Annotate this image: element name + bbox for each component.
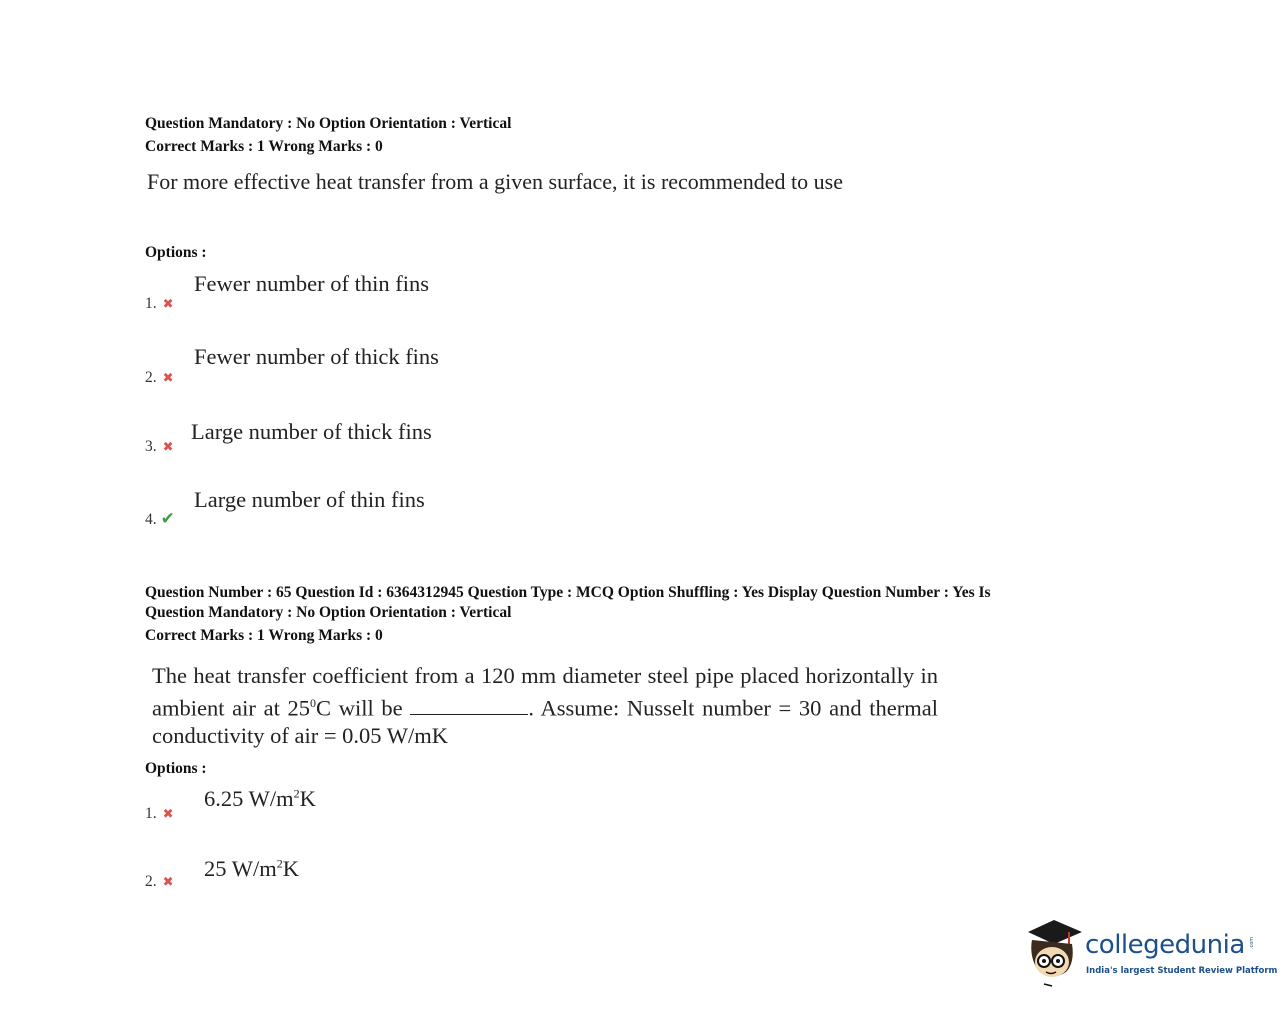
q2-option-1-text — [204, 786, 316, 812]
q2-meta-line1: Question Number : 65 Question Id : 6364312945 Question Type : MCQ Option Shuffling : Yes Display Question Number : Yes Is — [145, 584, 991, 601]
option-value: 6.25 W/m — [204, 786, 294, 811]
cross-icon: ✖ — [162, 875, 174, 890]
degree-superscript: 0 — [310, 695, 317, 710]
option-number: 2. — [145, 873, 157, 890]
q2-text-part2: C will be — [316, 695, 403, 720]
unit-end: K — [299, 786, 316, 811]
q2-option-2-number — [145, 873, 174, 891]
cross-icon: ✖ — [162, 807, 174, 822]
option-number: 2. — [145, 369, 157, 386]
cross-icon: ✖ — [162, 440, 174, 455]
option-number: 4. — [145, 511, 157, 528]
q1-option-4-text: Large number of thin fins — [194, 487, 425, 512]
q1-option-3-text: Large number of thick fins — [191, 419, 432, 444]
answer-blank — [410, 696, 528, 715]
q1-option-1-text: Fewer number of thin fins — [194, 271, 429, 296]
unit-end: K — [282, 856, 299, 881]
q2-options-label: Options : — [145, 760, 207, 777]
q2-text-part1: The heat transfer coefficient from a 120 mm diameter steel pipe placed horizontally in ambient air at 25 — [152, 663, 938, 720]
q1-option-3-number — [145, 438, 174, 456]
q1-option-4-number — [145, 509, 175, 529]
option-number: 1. — [145, 295, 157, 312]
logo-tagline: India's largest Student Review Platform — [1086, 966, 1278, 976]
q2-meta-line2: Question Mandatory : No Option Orientation : Vertical — [145, 604, 512, 621]
q2-option-1-number — [145, 805, 174, 823]
cross-icon: ✖ — [162, 371, 174, 386]
option-number: 3. — [145, 438, 157, 455]
mascot-icon — [1024, 918, 1086, 988]
unit-superscript: 2 — [293, 786, 300, 801]
q1-option-1-number — [145, 295, 174, 313]
unit-superscript: 2 — [276, 856, 283, 871]
cross-icon: ✖ — [162, 297, 174, 312]
check-icon: ✔ — [160, 509, 175, 529]
option-value: 25 W/m — [204, 856, 277, 881]
logo-suffix: .com — [1249, 936, 1256, 950]
q1-meta-line2: Correct Marks : 1 Wrong Marks : 0 — [145, 138, 383, 155]
q1-option-2-number — [145, 369, 174, 387]
q1-question-text: For more effective heat transfer from a given surface, it is recommended to use — [147, 169, 843, 194]
collegedunia-logo — [1024, 918, 1278, 988]
q1-options-label: Options : — [145, 244, 207, 261]
q2-option-2-text — [204, 856, 299, 882]
option-number: 1. — [145, 805, 157, 822]
q1-option-2-text: Fewer number of thick fins — [194, 344, 439, 369]
q1-meta-line1: Question Mandatory : No Option Orientation : Vertical — [145, 115, 512, 132]
q2-question-text — [152, 662, 938, 749]
logo-wordmark: collegedunia — [1085, 930, 1245, 960]
q2-text-part3: . Assume: Nusselt number = 30 and thermal conductivity of air = 0.05 W/mK — [152, 695, 938, 748]
q2-meta-line3: Correct Marks : 1 Wrong Marks : 0 — [145, 627, 383, 644]
